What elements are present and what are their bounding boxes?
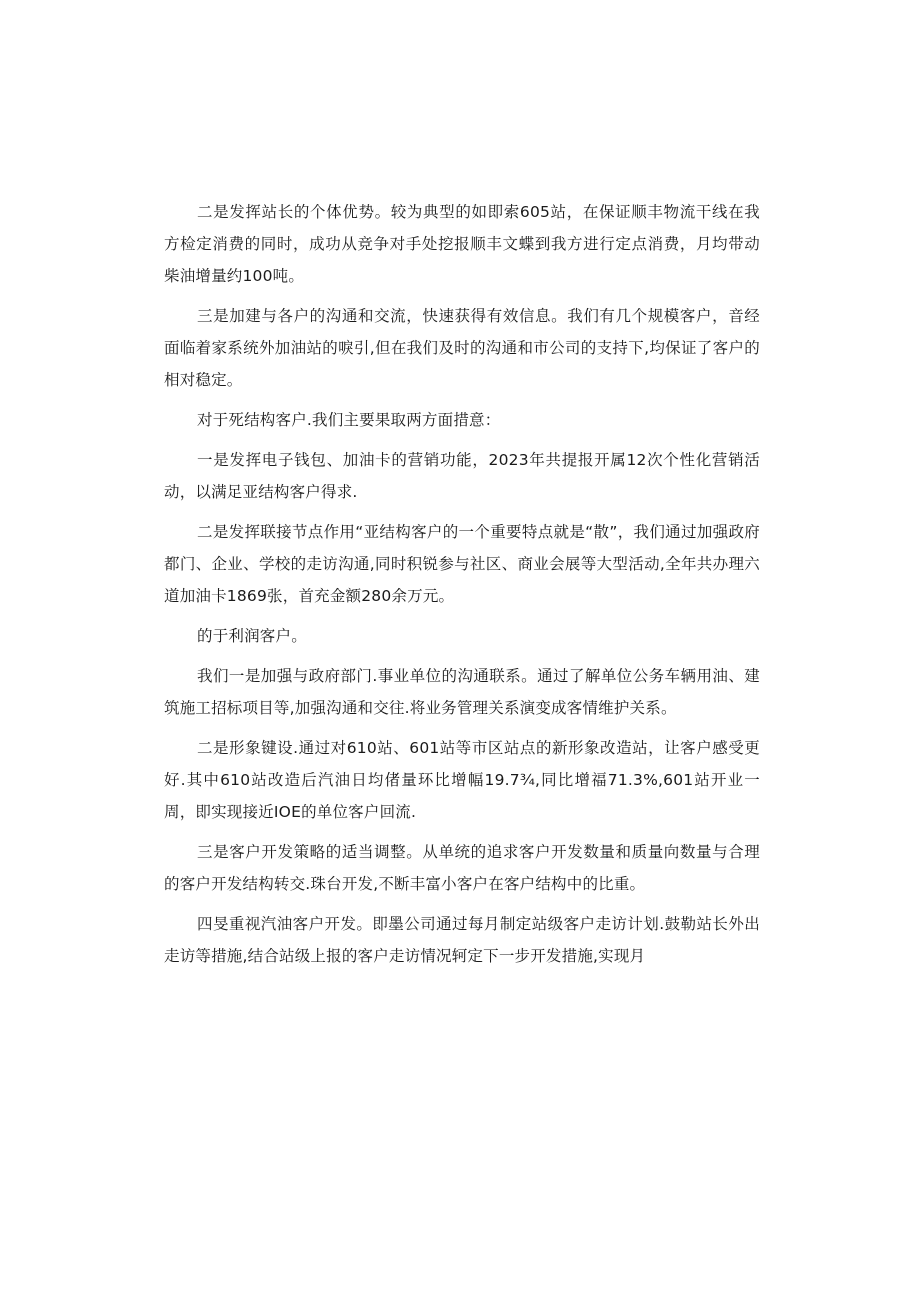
paragraph-1: 二是发挥站长的个体优势。较为典型的如即索605站，在保证顺丰物流干线在我方检定消费的同时，成功从竞争对手处挖报顺丰文蝶到我方进行定点消费，月均带动柴油增量约100吨。 [164,203,760,285]
paragraph-6: 的于利润客户。 [197,627,307,645]
document-body [164,196,760,980]
paragraph-9: 三是客户开发策略的适当调整。从单统的追求客户开发数量和质量向数量与合理的客户开发结构转交.珠台开发,不断丰富小客户在客户结构中的比重。 [164,843,760,893]
paragraph-7: 我们一是加强与政府部门.事业单位的沟通联系。通过了解单位公务车辆用油、建筑施工招标项目等,加强沟通和交往.将业务管理关系演变成客情维护关系。 [164,667,760,717]
paragraph-5: 二是发挥联接节点作用“亚结构客户的一个重要特点就是“散”，我们通过加强政府都门、企业、学校的走访沟通,同时积锐参与社区、商业会展等大型活动,全年共办理六道加油卡1869张，首充金额280余万元。 [164,523,760,605]
paragraph-3: 对于死结构客户.我们主要果取两方面措意： [197,411,501,429]
paragraph-10: 四旻重视汽油客户开发。即墨公司通过每月制定站级客户走访计划.鼓勒站长外出走访等措施,结合站级上报的客户走访情况轲定下一步开发措施,实现月 [164,915,760,965]
paragraph-4: 一是发挥电子钱包、加油卡的营销功能，2023年共提报开属12次个性化营销活动，以满足亚结构客户得求. [164,451,760,501]
paragraph-8: 二是形象键设.通过对610站、601站等市区站点的新形象改造站，让客户感受更好.其中610站改造后汽油日均偖量环比增幅19.7¾,同比增福71.3%,601站开业一周，即实现接近IOE的单位客户回流. [164,739,760,821]
paragraph-2: 三是加建与各户的沟通和交流，快速获得有效信息。我们有几个规模客户，音经面临着家系统外加油站的唳引,但在我们及时的沟通和市公司的支持下,均保证了客户的相对稳定。 [164,307,760,389]
